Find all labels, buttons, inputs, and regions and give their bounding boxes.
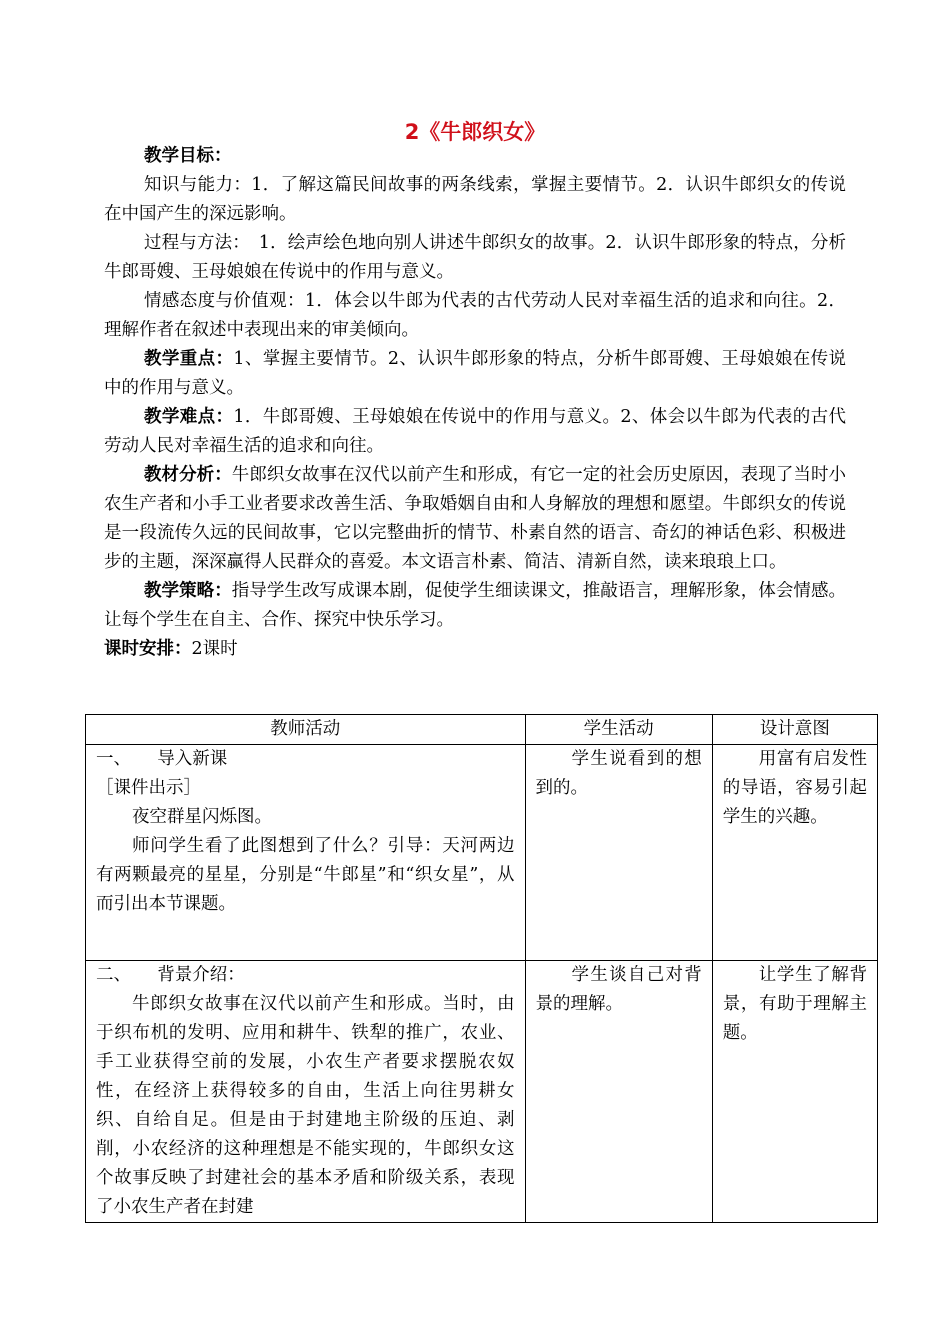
student-cell: 学生说看到的想到的。 (525, 745, 712, 961)
goals-heading: 教学目标： (144, 146, 232, 166)
material-analysis: 教材分析：牛郎织女故事在汉代以前产生和形成，有它一定的社会历史原因，表现了当时小农生产者和小手工业者要求改善生活、争取婚姻自由和人身解放的理想和愿望。牛郎织女的传说是一段流传久远的民间故事，它以完整曲折的情节、朴素自然的语言、奇幻的神话色彩、积极进步的主题，深深赢得人民群众的喜爱。本文语言朴素、简洁、清新自然，读来琅琅上口。 (104, 465, 847, 572)
header-student: 学生活动 (525, 715, 712, 745)
teaching-strategy: 教学策略：指导学生改写成课本剧，促使学生细读课文，推敲语言，理解形象，体会情感。让每个学生在自主、合作、探究中快乐学习。 (104, 581, 847, 630)
student-cell: 学生谈自己对背景的理解。 (525, 961, 712, 1223)
table-row (86, 961, 878, 1223)
difficulties: 教学难点：1．牛郎哥嫂、王母娘娘在传说中的作用与意义。2、体会以牛郎为代表的古代劳动人民对幸福生活的追求和向往。 (104, 407, 847, 456)
section-heading: 二、 背景介绍： (96, 965, 245, 985)
table-row (86, 745, 878, 961)
key-points: 教学重点：1、掌握主要情节。2、认识牛郎形象的特点，分析牛郎哥嫂、王母娘娘在传说中的作用与意义。 (104, 349, 847, 398)
teacher-cell (86, 745, 526, 961)
intent-cell: 用富有启发性的导语，容易引起学生的兴趣。 (712, 745, 877, 961)
cell-line: 牛郎织女故事在汉代以前产生和形成。当时，由于织布机的发明、应用和耕牛、铁犁的推广，农业、手工业获得空前的发展，小农生产者要求摆脱农奴性，在经济上获得较多的自由，生活上向往男耕女织、自给自足。但是由于封建地主阶级的压迫、剥削，小农经济的这种理想是不能实现的，牛郎织女这个故事反映了封建社会的基本矛盾和阶级关系，表现了小农生产者在封建 (96, 994, 515, 1217)
cell-line: 师问学生看了此图想到了什么？引导：天河两边有两颗最亮的星星，分别是“牛郎星”和“织女星”，从而引出本节课题。 (96, 836, 515, 914)
header-teacher: 教师活动 (86, 715, 526, 745)
goal-process: 过程与方法： 1．绘声绘色地向别人讲述牛郎织女的故事。2．认识牛郎形象的特点，分析牛郎哥嫂、王母娘娘在传说中的作用与意义。 (104, 233, 846, 282)
goal-emotion: 情感态度与价值观：1．体会以牛郎为代表的古代劳动人民对幸福生活的追求和向往。2．理解作者在叙述中表现出来的审美倾向。 (104, 291, 846, 340)
class-schedule: 课时安排：2课时 (104, 639, 238, 659)
goal-knowledge: 知识与能力：1．了解这篇民间故事的两条线索，掌握主要情节。2．认识牛郎织女的传说在中国产生的深远影响。 (104, 175, 846, 224)
teacher-cell (86, 961, 526, 1223)
cell-line: 夜空群星闪烁图。 (132, 807, 272, 827)
cell-line: ［课件出示］ (96, 778, 201, 798)
table-header-row (86, 715, 878, 745)
section-heading: 一、 导入新课 (96, 749, 228, 769)
lesson-intro (104, 142, 846, 664)
intent-cell: 让学生了解背景，有助于理解主题。 (712, 961, 877, 1223)
activity-table (85, 714, 878, 1223)
header-intent: 设计意图 (712, 715, 877, 745)
page-title: 2《牛郎织女》 (404, 120, 546, 144)
